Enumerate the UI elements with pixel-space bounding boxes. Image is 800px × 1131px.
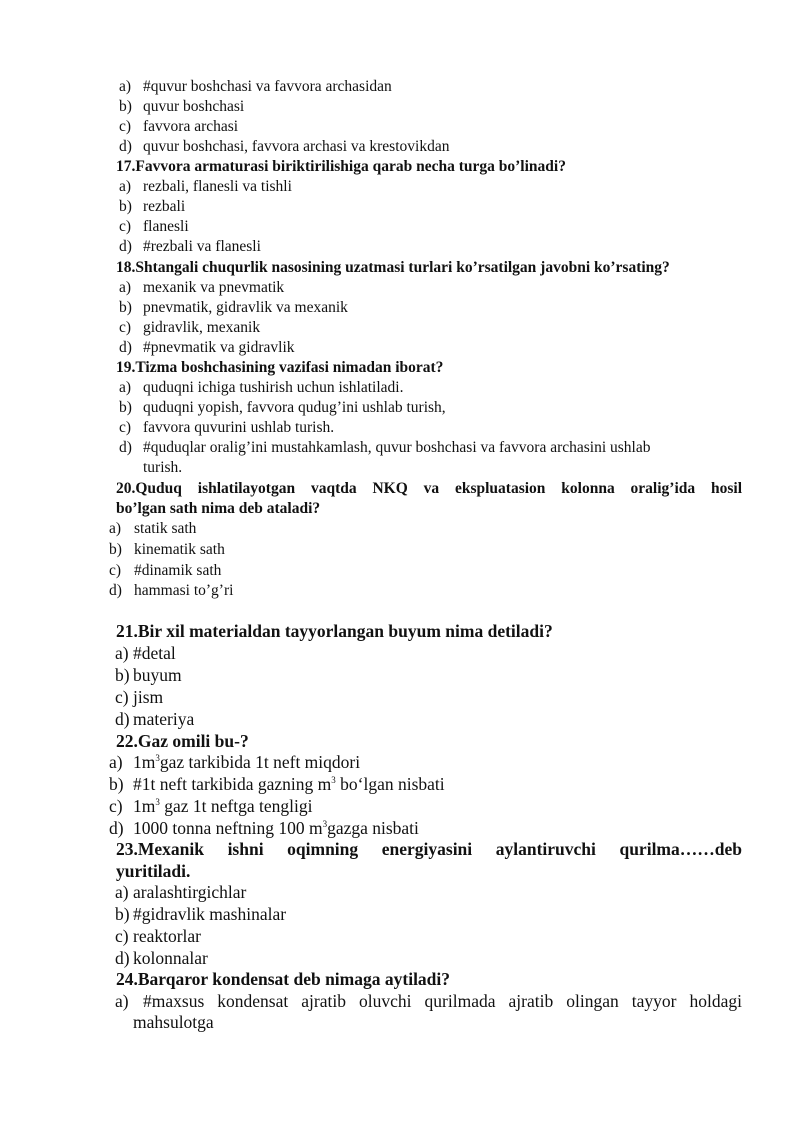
question-number: 24. xyxy=(116,969,138,989)
question-number: 19. xyxy=(116,359,136,376)
option-text: materiya xyxy=(133,709,195,729)
option-text: #detal xyxy=(133,643,176,663)
option-marker: c) xyxy=(115,926,129,946)
option-text: quduqni yopish, favvora qudug’ini ushlab turish, xyxy=(143,399,446,416)
question-text: Shtangali chuqurlik nasosining uzatmasi turlari ko’rsatilgan javobni ko’rsating? xyxy=(135,259,670,276)
option-marker: d) xyxy=(109,818,124,838)
option-text: kinematik sath xyxy=(134,541,225,558)
option-text: rezbali xyxy=(143,198,186,215)
option-marker: c) xyxy=(119,319,132,336)
option-marker: c) xyxy=(119,419,132,436)
question-title xyxy=(116,258,670,278)
option-text: gidravlik, mexanik xyxy=(143,319,261,336)
question-title-line-2: yuritiladi. xyxy=(116,861,191,881)
option-marker: c) xyxy=(109,796,123,816)
question-text: Tizma boshchasining vazifasi nimadan iborat? xyxy=(135,359,444,376)
option-text: mexanik va pnevmatik xyxy=(143,279,285,296)
question-title-line-2: bo’lgan sath nima deb ataladi? xyxy=(116,500,321,517)
option-text: pnevmatik, gidravlik va mexanik xyxy=(143,299,348,316)
option-marker: a) xyxy=(109,520,122,537)
question-text: Barqaror kondensat deb nimaga aytiladi? xyxy=(137,969,451,989)
option-marker: b) xyxy=(119,98,132,115)
option-marker: a) xyxy=(119,379,132,396)
option-marker: c) xyxy=(115,687,129,707)
option-marker: d) xyxy=(119,238,132,255)
option-text: $1m^3$ gaz 1t neftga tengligi xyxy=(133,796,313,816)
question-title xyxy=(116,358,443,378)
option-text: #rezbali va flanesli xyxy=(143,238,261,255)
option-text: favvora archasi xyxy=(143,118,239,135)
question-title xyxy=(116,620,553,642)
question-number: 17. xyxy=(116,158,136,175)
option-text: reaktorlar xyxy=(133,926,202,946)
option-marker: b) xyxy=(119,198,132,215)
option-text: jism xyxy=(133,687,164,707)
option-text: quvur boshchasi, favvora archasi va krestovikdan xyxy=(143,138,450,155)
option-marker: a) xyxy=(115,991,129,1011)
option-marker: d) xyxy=(119,439,132,456)
option-text: flanesli xyxy=(143,218,189,235)
option-text: $1m^3gaz$ tarkibida 1t neft miqdori xyxy=(133,752,361,772)
option-marker: b) xyxy=(115,665,130,685)
option-text: mahsulotga xyxy=(133,1012,214,1032)
option-marker: d) xyxy=(119,138,132,155)
option-text: #dinamik sath xyxy=(134,562,222,579)
option-marker: b) xyxy=(109,541,122,558)
option-text: aralashtirgichlar xyxy=(133,882,247,902)
question-title xyxy=(116,968,450,990)
option-marker: b) xyxy=(109,774,124,794)
question-number: 21. xyxy=(116,621,138,641)
option-text: rezbali, flanesli va tishli xyxy=(143,178,292,195)
option-text: turish. xyxy=(143,459,183,476)
option-marker: d) xyxy=(119,339,132,356)
option-text: #quvur boshchasi va favvora archasidan xyxy=(143,78,392,95)
option-marker: d) xyxy=(115,709,130,729)
option-text: hammasi to’g’ri xyxy=(134,582,234,599)
option-text: 1000 tonna neftning 100 $m^3gazga$ nisbati xyxy=(133,818,419,838)
option-marker: d) xyxy=(109,582,122,599)
option-marker: d) xyxy=(115,948,130,968)
question-title-line-1: 20.Quduq ishlatilayotgan vaqtda NKQ va ekspluatasion kolonna oralig’ida hosil xyxy=(116,480,742,497)
question-text: Gaz omili bu-? xyxy=(137,731,249,751)
option-text: buyum xyxy=(133,665,182,685)
option-marker: c) xyxy=(119,218,132,235)
option-text: #pnevmatik va gidravlik xyxy=(143,339,295,356)
option-text: favvora quvurini ushlab turish. xyxy=(143,419,335,436)
option-marker: a) xyxy=(119,78,132,95)
option-marker: a) xyxy=(109,752,123,772)
option-text: quvur boshchasi xyxy=(143,98,245,115)
option-marker: c) xyxy=(109,562,122,579)
option-text: #1t neft tarkibida gazning $m^3$ bo‘lgan nisbati xyxy=(133,774,445,794)
option-text: statik sath xyxy=(134,520,197,537)
option-text: quduqni ichiga tushirish uchun ishlatiladi. xyxy=(143,379,404,396)
question-title-line-1: 23.Mexanik ishni oqimning energiyasini aylantiruvchi qurilma……deb xyxy=(116,839,742,859)
option-marker: b) xyxy=(119,399,132,416)
question-text: Bir xil materialdan tayyorlangan buyum nima detiladi? xyxy=(137,621,553,641)
option-marker: c) xyxy=(119,118,132,135)
option-marker: b) xyxy=(119,299,132,316)
option-marker: a) xyxy=(115,643,129,663)
option-text: #gidravlik mashinalar xyxy=(133,904,287,924)
question-number: 22. xyxy=(116,731,138,751)
question-number: 18. xyxy=(116,259,136,276)
option-text: #quduqlar oralig’ini mustahkamlash, quvur boshchasi va favvora archasini ushlab xyxy=(143,439,651,456)
option-marker: a) xyxy=(119,178,132,195)
option-marker: b) xyxy=(115,904,130,924)
question-title xyxy=(116,730,249,752)
option-marker: a) xyxy=(119,279,132,296)
option-text: #maxsus kondensat ajratib oluvchi qurilmada ajratib olingan tayyor holdagi xyxy=(143,991,742,1011)
option-marker: a) xyxy=(115,882,129,902)
question-title xyxy=(116,157,566,177)
option-text: kolonnalar xyxy=(133,948,208,968)
question-text: Favvora armaturasi biriktirilishiga qarab necha turga bo’linadi? xyxy=(135,158,566,175)
